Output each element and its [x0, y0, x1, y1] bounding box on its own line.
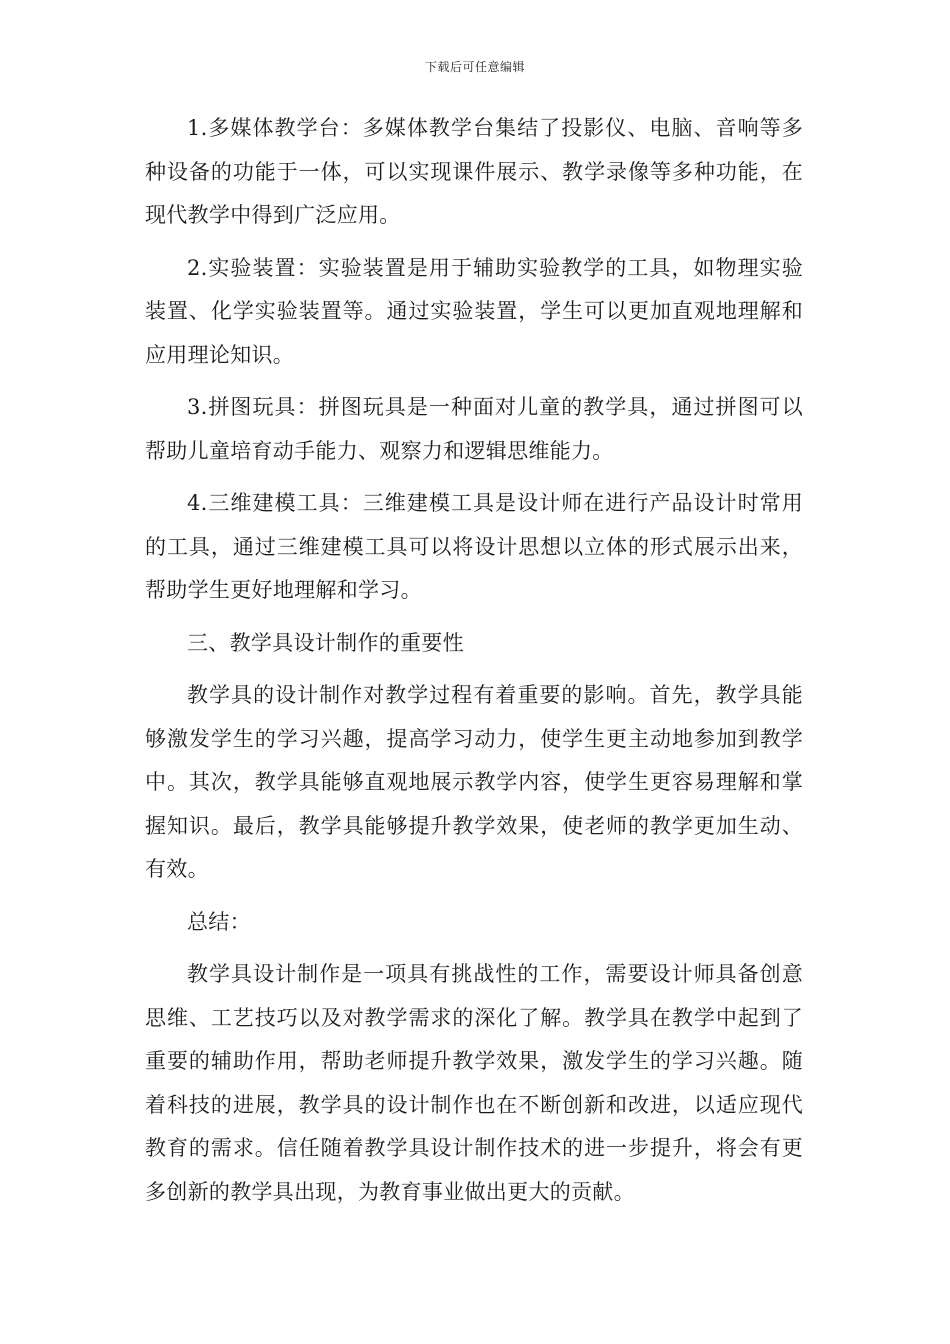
- paragraph-importance: 教学具的设计制作对教学过程有着重要的影响。首先，教学具能够激发学生的学习兴趣，提高学习动力，使学生更主动地参加到教学中。其次，教学具能够直观地展示教学内容，使学生更容易理解和掌握知识。最后，教学具能够提升教学效果，使老师的教学更加生动、有效。: [145, 683, 803, 881]
- paragraph-summary: 教学具设计制作是一项具有挑战性的工作，需要设计师具备创意思维、工艺技巧以及对教学需求的深化了解。教学具在教学中起到了重要的辅助作用，帮助老师提升教学效果，激发学生的学习兴趣。随着科技的进展，教学具的设计制作也在不断创新和改进，以适应现代教育的需求。信任随着教学具设计制作技术的进一步提升，将会有更多创新的教学具出现，为教育事业做出更大的贡献。: [145, 962, 803, 1204]
- paragraph-lab-equipment: 2.实验装置：实验装置是用于辅助实验教学的工具，如物理实验装置、化学实验装置等。通过实验装置，学生可以更加直观地理解和应用理论知识。: [145, 255, 803, 367]
- paragraph-puzzle-toy: 3.拼图玩具：拼图玩具是一种面对儿童的教学具，通过拼图可以帮助儿童培育动手能力、观察力和逻辑思维能力。: [145, 395, 803, 463]
- paragraph-3d-modeling-tool: 4.三维建模工具：三维建模工具是设计师在进行产品设计时常用的工具，通过三维建模工具可以将设计思想以立体的形式展示出来，帮助学生更好地理解和学习。: [145, 491, 803, 602]
- document-body: [145, 107, 803, 1223]
- section-heading-importance: 三、教学具设计制作的重要性: [187, 630, 464, 655]
- paragraph-multimedia-podium: 1.多媒体教学台：多媒体教学台集结了投影仪、电脑、音响等多种设备的功能于一体，可以实现课件展示、教学录像等多种功能，在现代教学中得到广泛应用。: [145, 116, 803, 227]
- page-header: 下载后可任意编辑: [424, 60, 525, 74]
- section-heading-summary: 总结：: [187, 909, 251, 934]
